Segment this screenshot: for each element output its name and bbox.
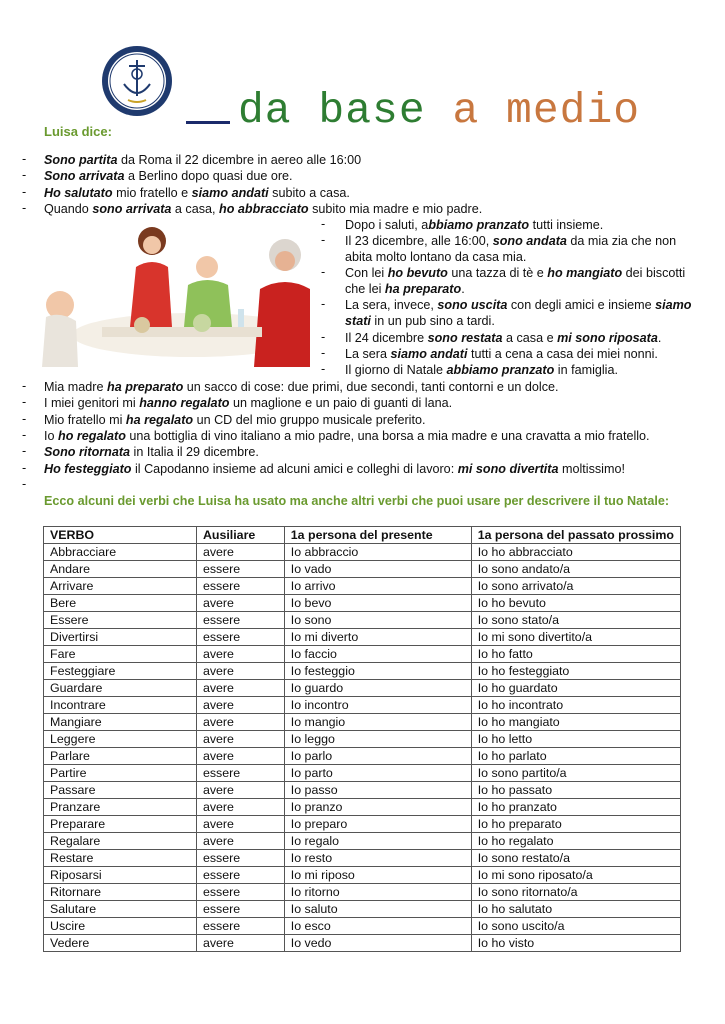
table-row xyxy=(44,782,681,799)
story-text-segment: Il giorno di Natale xyxy=(345,363,447,377)
past-cell: Io ho bevuto xyxy=(471,595,680,612)
bullet-dash: - xyxy=(22,168,27,183)
story-line xyxy=(345,217,603,233)
auxiliary-cell: avere xyxy=(196,544,284,561)
verb-cell: Vedere xyxy=(44,935,197,952)
verb-cell: Andare xyxy=(44,561,197,578)
story-text-segment: a casa, xyxy=(171,201,220,216)
table-row xyxy=(44,595,681,612)
story-text-segment: Il 24 dicembre xyxy=(345,331,428,345)
family-christmas-photo xyxy=(42,217,310,367)
bullet-dash: - xyxy=(22,379,27,393)
past-cell: Io ho incontrato xyxy=(471,697,680,714)
story-text-segment: un maglione e un paio di guanti di lana. xyxy=(229,396,453,411)
auxiliary-cell: avere xyxy=(196,714,284,731)
present-cell: Io ritorno xyxy=(284,884,471,901)
verb-cell: Parlare xyxy=(44,748,197,765)
past-cell: Io ho parlato xyxy=(471,748,680,765)
header-ausiliare: Ausiliare xyxy=(196,527,284,544)
verbs-table xyxy=(43,526,681,952)
header-presente: 1a persona del presente xyxy=(284,527,471,544)
past-cell: Io ho preparato xyxy=(471,816,680,833)
verb-cell: Guardare xyxy=(44,680,197,697)
verb-highlight: mi sono divertita xyxy=(457,461,559,476)
story-text-segment: con degli amici e insieme xyxy=(507,298,656,312)
past-cell: Io sono arrivato/a xyxy=(471,578,680,595)
verb-cell: Bere xyxy=(44,595,197,612)
story-text-segment: Io xyxy=(44,428,59,443)
present-cell: Io faccio xyxy=(284,646,471,663)
story-text-segment: mio fratello e xyxy=(112,185,192,200)
table-row xyxy=(44,629,681,646)
verb-highlight: siamo andati xyxy=(390,347,468,361)
verb-highlight: sono uscita xyxy=(437,298,508,312)
present-cell: Io vedo xyxy=(284,935,471,952)
verb-highlight: ho bevuto xyxy=(387,266,448,280)
present-cell: Io mi riposo xyxy=(284,867,471,884)
table-row xyxy=(44,816,681,833)
story-text-segment: a Berlino dopo quasi due ore. xyxy=(124,169,293,184)
verb-highlight: hanno regalato xyxy=(139,396,230,411)
present-cell: Io resto xyxy=(284,850,471,867)
story-text-segment: un CD del mio gruppo musicale preferito. xyxy=(193,412,426,427)
verb-cell: Preparare xyxy=(44,816,197,833)
table-header-row xyxy=(44,527,681,544)
story-line xyxy=(345,346,658,362)
bullet-dash: - xyxy=(22,200,27,215)
table-row xyxy=(44,901,681,918)
table-row xyxy=(44,697,681,714)
story-text-segment: in un pub sino a tardi. xyxy=(370,314,495,328)
table-row xyxy=(44,765,681,782)
story-text-segment: tutti insieme. xyxy=(529,218,604,232)
bullet-dash: - xyxy=(321,233,326,247)
header-verbo: VERBO xyxy=(44,527,197,544)
table-row xyxy=(44,850,681,867)
verb-cell: Festeggiare xyxy=(44,663,197,680)
verb-highlight: ha regalato xyxy=(125,412,194,427)
verb-cell: Incontrare xyxy=(44,697,197,714)
auxiliary-cell: avere xyxy=(196,646,284,663)
present-cell: Io pranzo xyxy=(284,799,471,816)
university-seal-logo xyxy=(100,44,174,118)
verb-highlight: sono andata xyxy=(492,234,567,248)
auxiliary-cell: avere xyxy=(196,663,284,680)
verb-cell: Uscire xyxy=(44,918,197,935)
verb-cell: Divertirsi xyxy=(44,629,197,646)
past-cell: Io ho festeggiato xyxy=(471,663,680,680)
present-cell: Io bevo xyxy=(284,595,471,612)
table-row xyxy=(44,561,681,578)
verb-highlight: ha preparato xyxy=(107,380,184,394)
present-cell: Io parlo xyxy=(284,748,471,765)
verb-highlight: Sono partita xyxy=(44,153,118,167)
story-line xyxy=(44,444,259,460)
present-cell: Io guardo xyxy=(284,680,471,697)
present-cell: Io mangio xyxy=(284,714,471,731)
past-cell: Io ho salutato xyxy=(471,901,680,918)
story-line xyxy=(44,428,650,444)
story-line xyxy=(44,379,559,395)
past-cell: Io ho passato xyxy=(471,782,680,799)
verb-highlight: mi sono riposata xyxy=(557,331,658,345)
bullet-dash: - xyxy=(22,395,27,410)
past-cell: Io ho regalato xyxy=(471,833,680,850)
bullet-dash: - xyxy=(22,477,27,491)
verb-highlight: sono restata xyxy=(427,331,503,345)
table-row xyxy=(44,731,681,748)
verb-cell: Regalare xyxy=(44,833,197,850)
verb-cell: Fare xyxy=(44,646,197,663)
story-text-segment: abita molto lontano da casa mia. xyxy=(345,250,527,264)
verb-highlight: ho abbracciato xyxy=(219,201,309,216)
verb-highlight: Ho festeggiato xyxy=(44,461,132,476)
present-cell: Io leggo xyxy=(284,731,471,748)
story-text-segment: . xyxy=(461,282,465,296)
past-cell: Io mi sono divertito/a xyxy=(471,629,680,646)
verb-cell: Riposarsi xyxy=(44,867,197,884)
verb-cell: Abbracciare xyxy=(44,544,197,561)
auxiliary-cell: avere xyxy=(196,731,284,748)
auxiliary-cell: essere xyxy=(196,867,284,884)
verb-cell: Passare xyxy=(44,782,197,799)
story-text-segment: Dopo i saluti, a xyxy=(345,218,429,232)
verb-highlight: stati xyxy=(345,314,371,328)
story-text-segment: moltissimo! xyxy=(558,461,625,476)
story-text-segment: una bottiglia di vino italiano a mio padre, una borsa a mia madre e una cravatta a mio fratello. xyxy=(125,428,650,443)
past-cell: Io sono andato/a xyxy=(471,561,680,578)
auxiliary-cell: essere xyxy=(196,629,284,646)
verb-highlight: Ho salutato xyxy=(44,185,113,200)
present-cell: Io mi diverto xyxy=(284,629,471,646)
verb-highlight: abbiamo pranzato xyxy=(446,363,555,377)
table-row xyxy=(44,918,681,935)
verb-cell: Salutare xyxy=(44,901,197,918)
auxiliary-cell: essere xyxy=(196,850,284,867)
present-cell: Io regalo xyxy=(284,833,471,850)
table-row xyxy=(44,884,681,901)
bullet-dash: - xyxy=(321,330,326,344)
story-line xyxy=(345,330,661,346)
auxiliary-cell: avere xyxy=(196,748,284,765)
story-line xyxy=(44,395,452,411)
story-line xyxy=(345,297,692,313)
auxiliary-cell: avere xyxy=(196,799,284,816)
story-text-segment: che lei xyxy=(345,282,385,296)
past-cell: Io mi sono riposato/a xyxy=(471,867,680,884)
story-text-segment: una tazza di tè e xyxy=(447,266,548,280)
verb-cell: Partire xyxy=(44,765,197,782)
verb-highlight: ho mangiato xyxy=(547,266,623,280)
brand-underline xyxy=(186,121,230,124)
past-cell: Io ho pranzato xyxy=(471,799,680,816)
story-line xyxy=(345,362,618,378)
auxiliary-cell: avere xyxy=(196,816,284,833)
table-row xyxy=(44,663,681,680)
verb-highlight: siamo andati xyxy=(191,185,269,200)
story-line xyxy=(345,265,685,281)
past-cell: Io ho abbracciato xyxy=(471,544,680,561)
past-cell: Io ho mangiato xyxy=(471,714,680,731)
story-line xyxy=(44,152,361,168)
past-cell: Io ho fatto xyxy=(471,646,680,663)
auxiliary-cell: avere xyxy=(196,935,284,952)
table-row xyxy=(44,935,681,952)
past-cell: Io sono ritornato/a xyxy=(471,884,680,901)
verb-highlight: Sono arrivata xyxy=(44,169,125,184)
table-row xyxy=(44,833,681,850)
past-cell: Io sono partito/a xyxy=(471,765,680,782)
story-text-segment: in famiglia. xyxy=(554,363,618,377)
table-row xyxy=(44,867,681,884)
verb-highlight: sono arrivata xyxy=(92,201,172,216)
bullet-dash: - xyxy=(321,346,326,360)
verb-cell: Arrivare xyxy=(44,578,197,595)
bullet-dash: - xyxy=(321,265,326,279)
auxiliary-cell: avere xyxy=(196,595,284,612)
verb-cell: Ritornare xyxy=(44,884,197,901)
verb-highlight: bbiamo pranzato xyxy=(428,218,530,232)
verb-cell: Essere xyxy=(44,612,197,629)
table-row xyxy=(44,799,681,816)
story-text-segment: in Italia il 29 dicembre. xyxy=(130,445,259,460)
bullet-dash: - xyxy=(321,297,326,311)
course-brand-title xyxy=(186,86,640,135)
story-line xyxy=(44,412,425,428)
present-cell: Io vado xyxy=(284,561,471,578)
bullet-dash: - xyxy=(321,362,326,376)
past-cell: Io sono stato/a xyxy=(471,612,680,629)
auxiliary-cell: essere xyxy=(196,884,284,901)
verb-highlight: siamo xyxy=(655,298,692,312)
auxiliary-cell: avere xyxy=(196,833,284,850)
story-line xyxy=(44,461,625,477)
verb-cell: Pranzare xyxy=(44,799,197,816)
story-line xyxy=(345,281,465,297)
verbs-note: Ecco alcuni dei verbi che Luisa ha usato ma anche altri verbi che puoi usare per descrivere il tuo Natale: xyxy=(44,494,670,508)
present-cell: Io preparo xyxy=(284,816,471,833)
story-line xyxy=(44,168,293,184)
story-text-segment: La sera, invece, xyxy=(345,298,438,312)
verb-highlight: ho regalato xyxy=(58,428,126,443)
table-row xyxy=(44,680,681,697)
present-cell: Io parto xyxy=(284,765,471,782)
story-text-segment: a casa e xyxy=(502,331,558,345)
bullet-dash: - xyxy=(22,184,27,199)
bullet-dash: - xyxy=(22,460,27,475)
story-text-segment: Mio fratello mi xyxy=(44,412,126,427)
story-text-segment: La sera xyxy=(345,347,391,361)
story-text-segment: tutti a cena a casa dei miei nonni. xyxy=(467,347,658,361)
table-row xyxy=(44,612,681,629)
auxiliary-cell: essere xyxy=(196,612,284,629)
past-cell: Io ho guardato xyxy=(471,680,680,697)
story-text-segment: Con lei xyxy=(345,266,388,280)
story-line xyxy=(345,249,526,265)
brand-part-2: a medio xyxy=(452,86,641,135)
auxiliary-cell: essere xyxy=(196,901,284,918)
present-cell: Io sono xyxy=(284,612,471,629)
bullet-dash: - xyxy=(22,152,27,166)
present-cell: Io saluto xyxy=(284,901,471,918)
present-cell: Io arrivo xyxy=(284,578,471,595)
auxiliary-cell: essere xyxy=(196,578,284,595)
story-text-segment: da Roma il 22 dicembre in aereo alle 16:00 xyxy=(117,153,362,167)
auxiliary-cell: essere xyxy=(196,561,284,578)
past-cell: Io sono restato/a xyxy=(471,850,680,867)
story-line xyxy=(345,233,676,249)
verb-highlight: Sono ritornata xyxy=(44,445,131,460)
past-cell: Io ho letto xyxy=(471,731,680,748)
story-text-segment: Mia madre xyxy=(44,380,107,394)
auxiliary-cell: avere xyxy=(196,782,284,799)
story-text-segment: subito mia madre e mio padre. xyxy=(308,201,483,216)
present-cell: Io festeggio xyxy=(284,663,471,680)
story-text-segment: I miei genitori mi xyxy=(44,396,140,411)
story-text-segment: dei biscotti xyxy=(622,266,686,280)
table-row xyxy=(44,714,681,731)
present-cell: Io abbraccio xyxy=(284,544,471,561)
bullet-dash: - xyxy=(22,427,27,442)
table-row xyxy=(44,578,681,595)
story-line xyxy=(44,201,482,217)
brand-part-1: da base xyxy=(238,86,426,135)
story-text-segment: un sacco di cose: due primi, due secondi, tanti contorni e un dolce. xyxy=(183,380,559,394)
header-passato-prossimo: 1a persona del passato prossimo xyxy=(471,527,680,544)
bullet-dash: - xyxy=(22,444,27,459)
table-row xyxy=(44,646,681,663)
story-text-segment: . xyxy=(657,331,662,345)
past-cell: Io ho visto xyxy=(471,935,680,952)
story-text-segment: subito a casa. xyxy=(268,185,350,200)
verb-highlight: ha preparato xyxy=(384,282,462,296)
verb-cell: Leggere xyxy=(44,731,197,748)
story-text-segment: il Capodanno insieme ad alcuni amici e colleghi di lavoro: xyxy=(131,461,458,476)
present-cell: Io esco xyxy=(284,918,471,935)
story-text-segment: da mia zia che non xyxy=(566,234,677,248)
intro-label: Luisa dice: xyxy=(44,124,112,139)
story-line xyxy=(345,313,495,329)
auxiliary-cell: avere xyxy=(196,697,284,714)
auxiliary-cell: essere xyxy=(196,918,284,935)
story-text-segment: Il 23 dicembre, alle 16:00, xyxy=(345,234,493,248)
story-line xyxy=(44,185,350,201)
bullet-dash: - xyxy=(22,411,27,426)
table-row xyxy=(44,544,681,561)
auxiliary-cell: avere xyxy=(196,680,284,697)
present-cell: Io incontro xyxy=(284,697,471,714)
past-cell: Io sono uscito/a xyxy=(471,918,680,935)
story-text-segment: Quando xyxy=(44,201,93,216)
bullet-dash: - xyxy=(321,217,326,231)
verb-cell: Restare xyxy=(44,850,197,867)
verb-cell: Mangiare xyxy=(44,714,197,731)
present-cell: Io passo xyxy=(284,782,471,799)
auxiliary-cell: essere xyxy=(196,765,284,782)
table-row xyxy=(44,748,681,765)
